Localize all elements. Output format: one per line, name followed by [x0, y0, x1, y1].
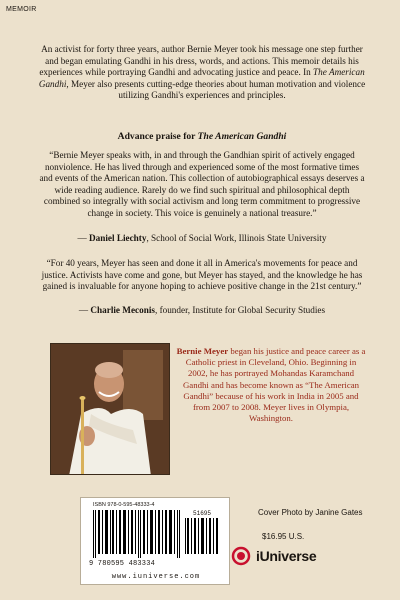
description-rest: , Meyer also presents cutting-edge theories about human motivation and violence utilizing Gandhi's experiences and principles. — [66, 78, 366, 101]
author-photo-illustration — [51, 344, 170, 475]
iuniverse-logo-icon — [230, 546, 252, 566]
praise-heading-prefix: Advance praise for — [117, 131, 198, 142]
author-photo — [50, 343, 170, 475]
attribution-affiliation: , School of Social Work, Illinois State University — [146, 233, 327, 243]
praise-quote: “Bernie Meyer speaks with, in and through the Gandhian spirit of actively engaged nonviolence. He has lived through and experienced some of the most formative times and events of the American nation. This collection of autobiographical essays deserves a wide reading audience. Rarely do we find such spiritual and philosophical depth combined so integrally with social activism and long term commitment to progressive change in society. This voice is genuinely a national treasure.” — [39, 150, 365, 218]
book-price: $16.95 U.S. — [262, 532, 305, 541]
barcode-panel — [80, 497, 230, 585]
praise-heading-title: The American Gandhi — [197, 131, 287, 142]
author-bio-text: began his justice and peace career as a Catholic priest in Cleveland, Ohio. Beginning in 2002, he has portrayed Mohandas Karamchand Gandhi and has become known as “The American Gandhi” because of his work in India in 2005 and from 2007 to 2008. Meyer lives in Olympia, Washington. — [182, 346, 366, 424]
praise-quote: “For 40 years, Meyer has seen and done it all in America's movements for peace and justice. Activists have come and gone, but Meyer has stayed, and the knowledge he has gained is invaluable for anyone hoping to achieve positive change in the 21st century.” — [41, 258, 363, 292]
author-bio — [176, 346, 366, 424]
barcode-digits: 9 780595 483334 — [89, 560, 156, 568]
isbn-number: ISBN 978-0-595-48333-4 — [93, 502, 155, 508]
praise-heading — [38, 131, 366, 142]
author-name: Bernie Meyer — [176, 346, 229, 356]
description-intro: An activist for forty three years, author Bernie Meyer took his message one step further and began emulating Gandhi in his dress, words, and actions. This memoir details his experiences while portraying Gandhi and advocating justice and peace. In — [39, 44, 363, 78]
description-book-title: The American Gandhi — [38, 67, 365, 89]
attribution-affiliation: , founder, Institute for Global Security Studies — [154, 305, 326, 315]
quote-attribution — [38, 233, 366, 243]
attribution-name: Daniel Liechty — [89, 233, 147, 243]
attribution-name: Charlie Meconis — [90, 305, 155, 315]
cover-photo-credit: Cover Photo by Janine Gates — [258, 508, 363, 517]
publisher-logo — [230, 546, 316, 566]
attribution-dash: — — [77, 233, 90, 243]
attribution-dash: — — [78, 305, 91, 315]
barcode-icon — [81, 498, 231, 568]
genre-label: MEMOIR — [6, 6, 37, 13]
book-description — [38, 44, 366, 102]
price-code: 51695 — [193, 510, 212, 517]
publisher-name: iUniverse — [256, 548, 317, 564]
quote-attribution — [38, 305, 366, 315]
publisher-url: www.iuniverse.com — [111, 573, 201, 581]
